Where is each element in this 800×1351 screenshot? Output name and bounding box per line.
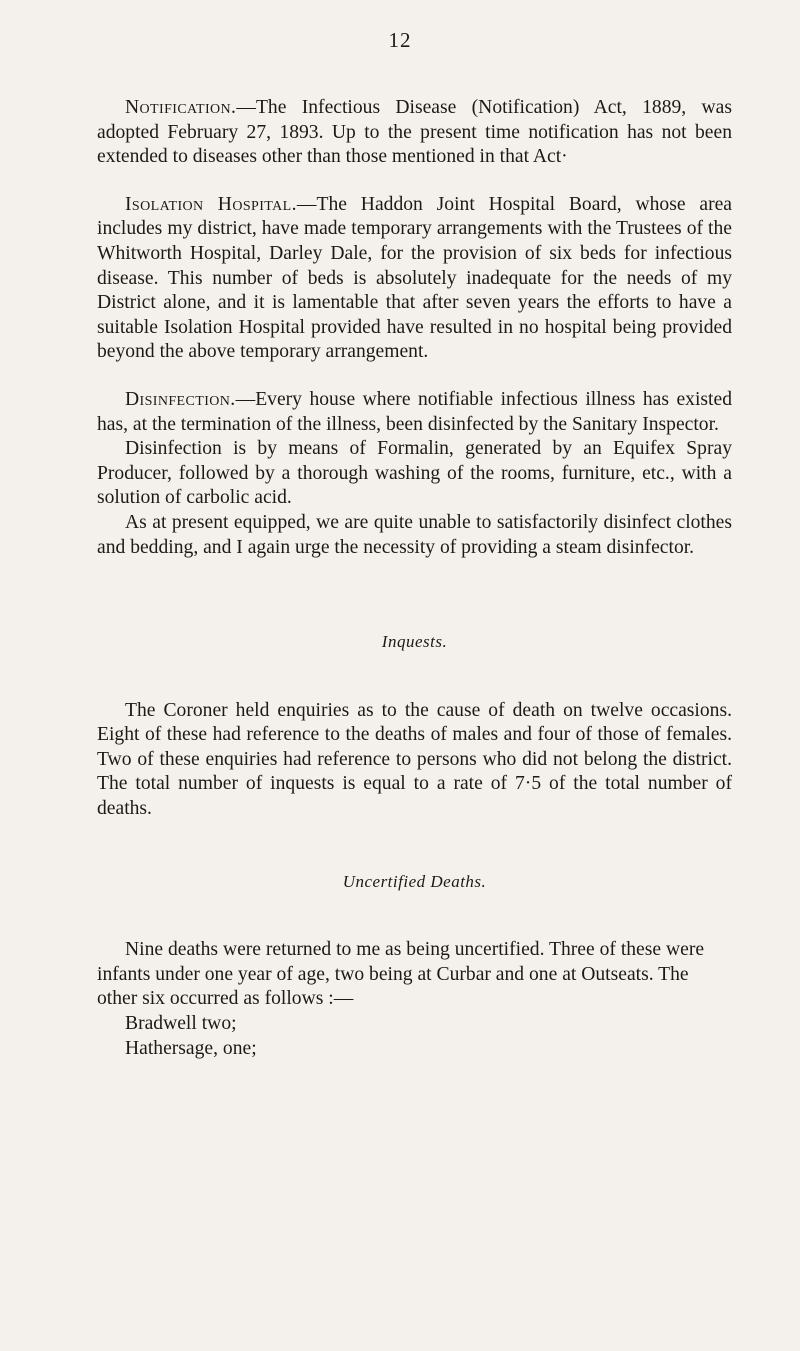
- notification-heading: Notification.: [125, 97, 237, 118]
- notification-text: —The Infectious Disease (Notification) Act, 1889, was adopted February 27, 1893. Up to the present time notification has not been extended to diseases other than those mentioned in that Act·: [97, 97, 732, 168]
- page-number: 12: [388, 28, 412, 52]
- document-body: [97, 96, 732, 1061]
- list-item: Bradwell two;: [125, 1013, 237, 1035]
- disinfection-text: —Every house where notifiable infectious illness has existed has, at the termination of the illness, been disinfected by the Sanitary Inspector.: [97, 388, 732, 435]
- uncertified-deaths-paragraph: Nine deaths were returned to me as being uncertified. Three of these were infants under one year of age, two being at Curbar and one at Outseats. The other six occurred as follows :—: [97, 939, 705, 1010]
- inquests-heading: Inquests.: [381, 632, 448, 652]
- list-item: Hathersage, one;: [125, 1037, 257, 1059]
- isolation-paragraph: [97, 193, 732, 365]
- disinfection-heading: Disinfection.: [125, 388, 236, 410]
- uncertified-deaths-heading: Uncertified Deaths.: [342, 871, 487, 891]
- isolation-text: —The Haddon Joint Hospital Board, whose area includes my district, have made temporary arrangements with the Trustees of the Whitworth Hospital, Darley Dale, for the provision of six beds for infectious disease. This number of beds is absolutely inadequate for the needs of my District alone, and it is lamentable that after seven years the efforts to have a suitable Isolation Hospital provided have resulted in no hospital being provided beyond the above temporary arrangement.: [97, 193, 733, 363]
- disinfection-paragraph: [97, 388, 732, 437]
- inquests-paragraph: The Coroner held enquiries as to the cause of death on twelve occasions. Eight of these had reference to the deaths of males and four of those of females. Two of these enquiries had reference to persons who did not belong the district. The total number of inquests is equal to a rate of 7·5 of the total number of deaths.: [97, 699, 732, 820]
- notification-paragraph: [97, 96, 732, 170]
- disinfection-equipment-paragraph: As at present equipped, we are quite unable to satisfactorily disinfect clothes and bedding, and I again urge the necessity of providing a steam disinfector.: [97, 511, 732, 558]
- disinfection-method-paragraph: Disinfection is by means of Formalin, generated by an Equifex Spray Producer, followed by a thorough washing of the rooms, furniture, etc., with a solution of carbolic acid.: [97, 438, 732, 509]
- isolation-heading: Isolation Hospital.: [125, 193, 297, 215]
